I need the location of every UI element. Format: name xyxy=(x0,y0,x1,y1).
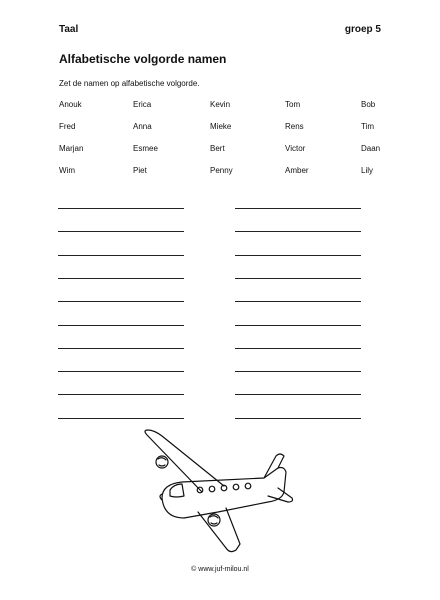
name-item: Fred xyxy=(59,122,76,131)
name-item: Piet xyxy=(133,166,147,175)
name-item: Amber xyxy=(285,166,309,175)
answer-line xyxy=(58,418,184,419)
name-item: Mieke xyxy=(210,122,232,131)
group-label: groep 5 xyxy=(344,24,381,35)
copyright-footer: © www.juf-milou.nl xyxy=(191,566,249,573)
name-item: Wim xyxy=(59,166,75,175)
name-item: Erica xyxy=(133,100,152,109)
name-item: Daan xyxy=(361,144,381,153)
name-item: Kevin xyxy=(210,100,231,109)
names-grid xyxy=(59,100,389,188)
name-item: Tom xyxy=(285,100,301,109)
answer-line xyxy=(58,278,184,279)
name-item: Marjan xyxy=(59,144,84,153)
answer-line xyxy=(235,418,361,419)
answer-line xyxy=(235,278,361,279)
answer-line xyxy=(235,394,361,395)
answer-line xyxy=(58,394,184,395)
names-row xyxy=(59,122,389,144)
answer-line xyxy=(58,208,184,209)
answer-line xyxy=(235,255,361,256)
name-item: Esmee xyxy=(133,144,158,153)
answer-line xyxy=(58,231,184,232)
answer-line xyxy=(58,301,184,302)
name-item: Rens xyxy=(285,122,304,131)
answer-line xyxy=(235,371,361,372)
name-item: Anna xyxy=(133,122,152,131)
answer-line xyxy=(58,325,184,326)
answer-line xyxy=(235,208,361,209)
names-row xyxy=(59,144,389,166)
name-item: Victor xyxy=(285,144,306,153)
name-item: Bob xyxy=(361,100,376,109)
name-item: Bert xyxy=(210,144,225,153)
page-title: Alfabetische volgorde namen xyxy=(59,52,227,66)
airplane-icon xyxy=(128,426,298,556)
instruction-text: Zet de namen op alfabetische volgorde. xyxy=(59,79,200,88)
answer-line xyxy=(235,231,361,232)
name-item: Tim xyxy=(361,122,375,131)
names-row xyxy=(59,166,389,188)
name-item: Penny xyxy=(210,166,233,175)
answer-lines xyxy=(0,208,440,418)
names-row xyxy=(59,100,389,122)
subject-label: Taal xyxy=(59,24,79,35)
name-item: Anouk xyxy=(59,100,82,109)
answer-line xyxy=(58,348,184,349)
answer-line xyxy=(235,325,361,326)
answer-line xyxy=(235,348,361,349)
answer-line xyxy=(58,371,184,372)
answer-line xyxy=(58,255,184,256)
name-item: Lily xyxy=(361,166,374,175)
answer-line xyxy=(235,301,361,302)
